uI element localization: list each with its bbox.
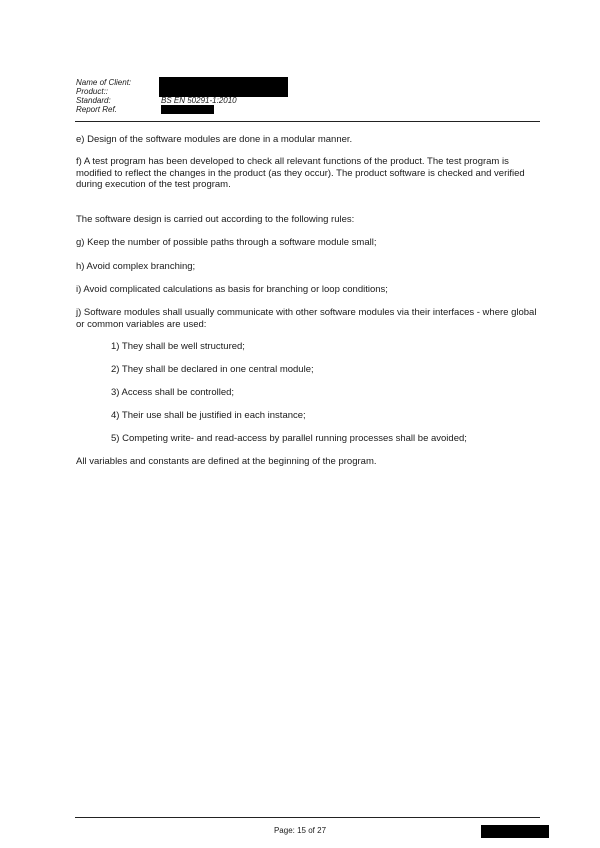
redacted-footer-ref (481, 825, 549, 838)
redacted-report-ref (161, 105, 214, 114)
redacted-client-product (159, 77, 288, 97)
item-h: h) Avoid complex branching; (76, 261, 196, 272)
label-product: Product:: (76, 87, 109, 96)
footer-divider (75, 817, 540, 818)
item-g: g) Keep the number of possible paths through a software module small; (76, 237, 377, 248)
label-name-of-client: Name of Client: (76, 78, 132, 87)
subitem-2: 2) They shall be declared in one central module; (111, 364, 314, 375)
header-divider (75, 121, 540, 122)
standard-value: BS EN 50291-1:2010 (161, 96, 237, 105)
item-f: f) A test program has been developed to check all relevant functions of the product. The test program is modified to reflect the changes in the product (as they occur). The product software is checked and verified during execution of the test program. (76, 156, 525, 190)
item-j: j) Software modules shall usually communicate with other software modules via their interfaces - where global or common variables are used: (76, 307, 537, 330)
label-standard: Standard: (76, 96, 111, 105)
item-e: e) Design of the software modules are done in a modular manner. (76, 134, 353, 145)
label-report-ref: Report Ref. (76, 105, 117, 114)
subitem-4: 4) Their use shall be justified in each instance; (111, 410, 306, 421)
item-i: i) Avoid complicated calculations as basis for branching or loop conditions; (76, 284, 388, 295)
page-number: Page: 15 of 27 (273, 826, 327, 835)
subitem-5: 5) Competing write- and read-access by parallel running processes shall be avoided; (111, 433, 467, 444)
header-labels (76, 78, 131, 114)
subitem-1: 1) They shall be well structured; (111, 341, 245, 352)
subitem-3: 3) Access shall be controlled; (111, 387, 235, 398)
closing-statement: All variables and constants are defined at the beginning of the program. (76, 456, 377, 467)
rules-intro: The software design is carried out according to the following rules: (76, 214, 355, 225)
